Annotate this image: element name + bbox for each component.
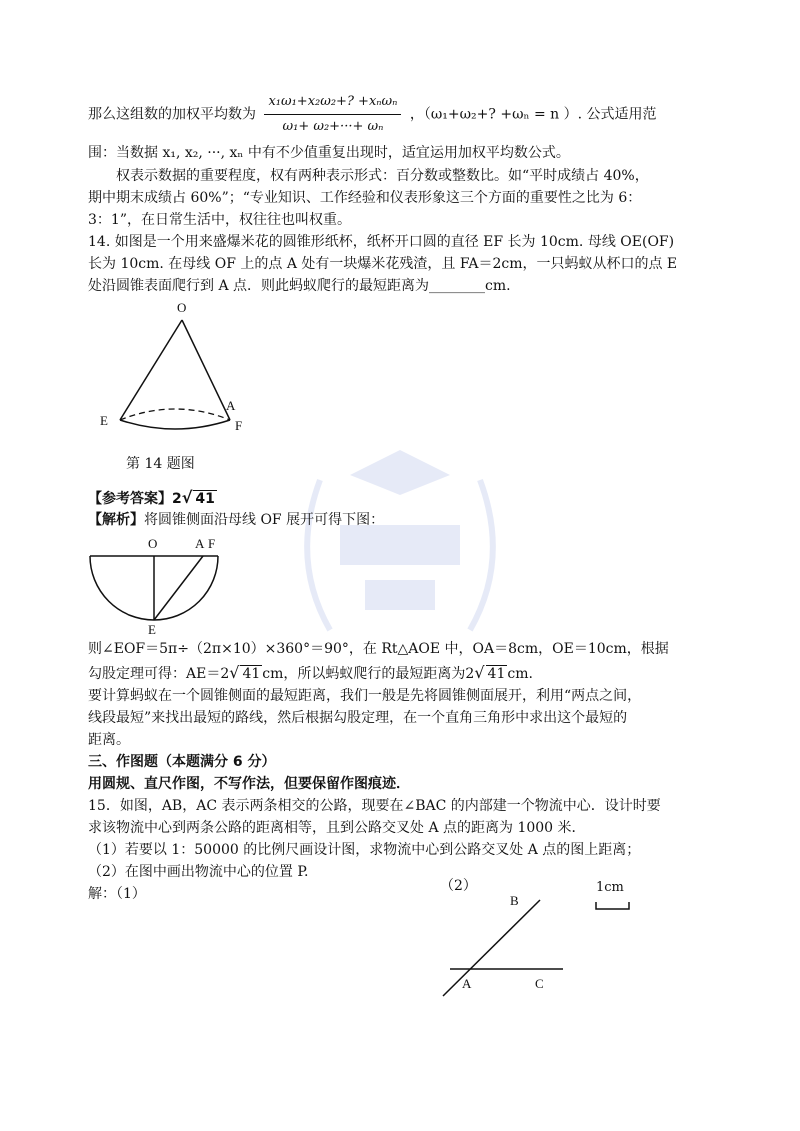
q15-line2: 求该物流中心到两条公路的距离相等，且到公路交叉处 A 点的距离为 1000 米． bbox=[88, 820, 586, 836]
analysis-line2: 勾股定理可得：AE＝2√ 41 cm，所以蚂蚁爬行的最短距离为2√ 41 cm. bbox=[88, 663, 533, 682]
weight-para-line3: 3：1”，在日常生活中，权往往也叫权重。 bbox=[88, 212, 351, 228]
weighted-mean-line: 那么这组数的加权平均数为 $\frac{\text{x₁ω₁+x₂ω₂+? +xₙωₙ}}{\text{ω₁+ ω₂+···+ ωₙ}}$ ，（ω₁+ω₂+? +ωₙ = n ）. 公式适用范 bbox=[88, 92, 657, 137]
unroll-label-F: F bbox=[208, 536, 216, 551]
weighted-mean-scope: 围：当数据 x₁, x₂, ···, xₙ 中有不少值重复出现时，适宜运用加权平均数公式。 bbox=[88, 145, 570, 161]
q15-solution: 解：（1） bbox=[88, 886, 146, 902]
analysis-line4: 线段最短”来找出最短的路线，然后根据勾股定理，在一个直角三角形中求出这个最短的 bbox=[88, 710, 628, 726]
label-E: E bbox=[100, 413, 108, 428]
cone-figure bbox=[90, 298, 260, 478]
unroll-label-O: O bbox=[148, 536, 158, 551]
q15-line1: 15．如图，AB，AC 表示两条相交的公路，现要在∠BAC 的内部建一个物流中心．设计时要 bbox=[88, 798, 661, 814]
scale-label: 1cm bbox=[596, 880, 624, 895]
label-O: O bbox=[177, 300, 187, 315]
roads-figure bbox=[430, 888, 580, 1003]
watermark-logo bbox=[270, 430, 530, 650]
analysis-line3: 要计算蚂蚁在一个圆锥侧面的最短距离，我们一般是先将圆锥侧面展开，利用“两点之间， bbox=[88, 688, 642, 704]
section3-instruction: 用圆规、直尺作图，不写作法，但要保留作图痕迹． bbox=[88, 776, 410, 792]
road-label-C: C bbox=[535, 976, 544, 991]
road-label-A: A bbox=[462, 976, 472, 991]
weight-para-line1: 权表示数据的重要程度，权有两种表示形式：百分数或整数比。如“平时成绩占 40%， bbox=[116, 168, 649, 184]
scale-bar bbox=[594, 900, 634, 912]
q15-sub1: （1）若要以 1：50000 的比例尺画设计图，求物流中心到公路交叉处 A 点的图上距离； bbox=[88, 842, 641, 858]
q14-line1: 14. 如图是一个用来盛爆米花的圆锥形纸杯，纸杯开口圆的直径 EF 长为 10cm. 母线 OE(OF) bbox=[88, 234, 675, 250]
analysis-intro: 【解析】将圆锥侧面沿母线 OF 展开可得下图： bbox=[88, 512, 385, 528]
reference-answer: 【参考答案】2√ 41 bbox=[88, 488, 215, 507]
q14-caption: 第 14 题图 bbox=[126, 456, 195, 472]
unroll-label-A: A bbox=[195, 536, 205, 551]
analysis-line1: 则∠EOF＝5π÷（2π×10）×360°＝90°，在 Rt△AOE 中，OA＝8cm，OE＝10cm，根据 bbox=[88, 641, 669, 657]
q15-sub2: （2）在图中画出物流中心的位置 P. bbox=[88, 864, 309, 880]
section3-heading: 三、作图题（本题满分 6 分） bbox=[88, 754, 276, 770]
q15-part2: （2） bbox=[440, 878, 477, 894]
analysis-line5: 距离。 bbox=[88, 732, 130, 748]
label-F: F bbox=[235, 418, 243, 433]
q14-line3: 处沿圆锥表面爬行到 A 点．则此蚂蚁爬行的最短距离为________cm. bbox=[88, 278, 511, 294]
label-A: A bbox=[226, 398, 236, 413]
unroll-label-E: E bbox=[148, 622, 156, 637]
unrolled-cone-figure bbox=[88, 534, 228, 642]
weighted-mean-fraction: $\frac{\text{x₁ω₁+x₂ω₂+? +xₙωₙ}}{\text{ω₁+ ω₂+···+ ωₙ}}$ bbox=[264, 92, 401, 137]
q14-line2: 长为 10cm. 在母线 OF 上的点 A 处有一块爆米花残渣，且 FA＝2cm，一只蚂蚁从杯口的点 E bbox=[88, 256, 678, 272]
road-label-B: B bbox=[510, 893, 519, 908]
weight-para-line2: 期中期末成绩占 60%”；“专业知识、工作经验和仪表形象这三个方面的重要性之比为 6： bbox=[88, 190, 642, 206]
